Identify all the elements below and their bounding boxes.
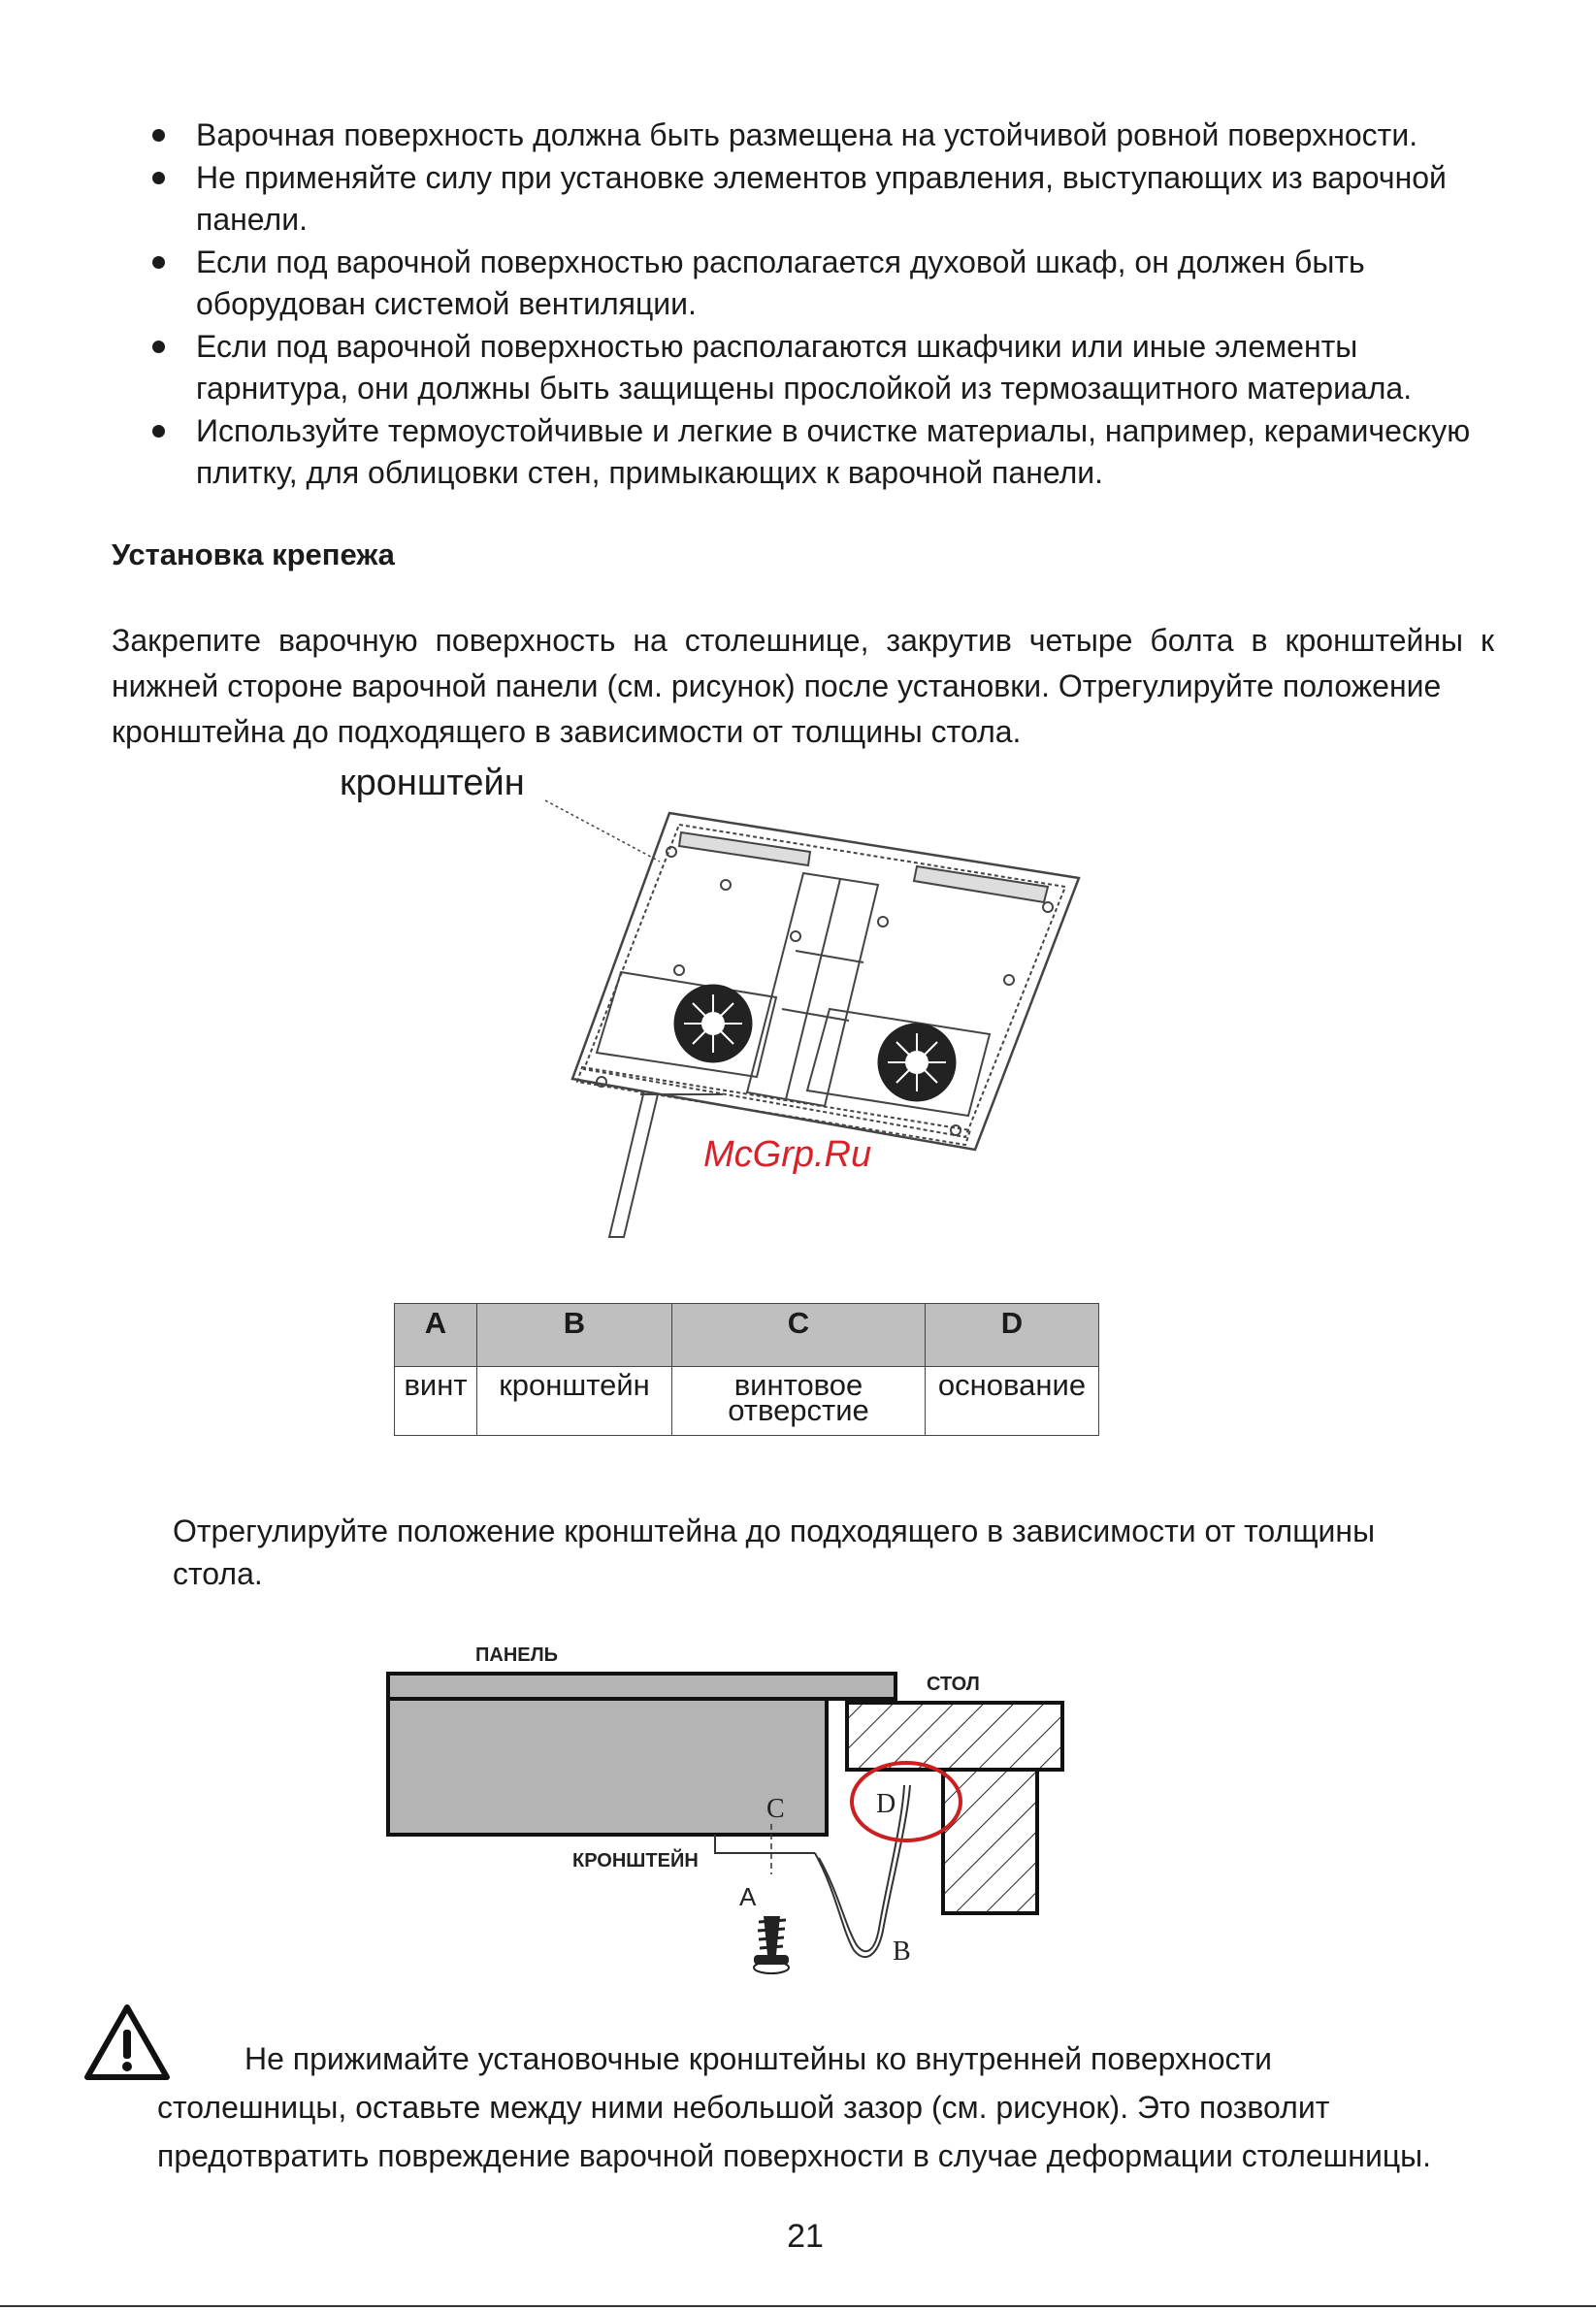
adjust-paragraph: Отрегулируйте положение кронштейна до подходящего в зависимости от толщины стола. — [173, 1514, 1376, 1591]
mounting-cross-section-diagram — [378, 1635, 1087, 1994]
bullet-dot — [152, 129, 165, 142]
bullet-dot — [152, 341, 165, 353]
bracket-callout-label: кронштейн — [340, 763, 525, 803]
section-heading: Установка крепежа — [112, 537, 395, 571]
table-cell: основание — [926, 1367, 1099, 1436]
table-cell: кронштейн — [477, 1367, 672, 1436]
table-cell: винт — [395, 1367, 477, 1436]
parts-table — [394, 1303, 1099, 1436]
table-header-row — [395, 1304, 1099, 1367]
bracket-label: КРОНШТЕЙН — [572, 1850, 699, 1872]
list-item — [146, 410, 1504, 495]
list-item — [146, 326, 1504, 410]
table-row — [395, 1367, 1099, 1436]
label-d: D — [876, 1789, 896, 1819]
table-label: СТОЛ — [927, 1674, 980, 1695]
table-cell: винтовое отверстие — [672, 1367, 926, 1436]
label-b: B — [893, 1937, 911, 1967]
list-item — [146, 157, 1504, 242]
warning-line: предотвратить повреждение варочной поверхности в случае деформации столешницы. — [157, 2138, 1432, 2173]
table-header-cell: D — [926, 1304, 1099, 1367]
bullet-dot — [152, 256, 165, 269]
install-paragraph-main: Закрепите варочную поверхность на столешнице, закрутив четыре болта в кронштейны к нижней стороне варочной панели (см. рисунок) после установки. Отрегулируйте положение — [112, 623, 1494, 703]
watermark-text: McGrp.Ru — [703, 1134, 872, 1175]
screw-icon — [754, 1916, 789, 1973]
page-number: 21 — [787, 2218, 824, 2255]
table-header-cell: C — [672, 1304, 926, 1367]
bottom-divider — [0, 2305, 1596, 2307]
bullet-list — [146, 114, 1504, 495]
warning-text — [157, 2034, 1515, 2180]
warning-line: столешницы, оставьте между ними небольшой зазор (см. рисунок). Это позволит — [157, 2090, 1330, 2125]
bullet-text: Используйте термоустойчивые и легкие в очистке материалы, например, керамическую плитку, для облицовки стен, примыкающих к варочной панели. — [196, 412, 1471, 490]
bullet-text: Если под варочной поверхностью располагается духовой шкаф, он должен быть оборудован системой вентиляции. — [196, 244, 1365, 321]
table-header-cell: B — [477, 1304, 672, 1367]
list-item — [146, 114, 1504, 157]
install-paragraph-last: кронштейна до подходящего в зависимости от толщины стола. — [112, 714, 1022, 749]
list-item — [146, 242, 1504, 326]
label-a: A — [739, 1882, 757, 1911]
bullet-text: Не применяйте силу при установке элементов управления, выступающих из варочной панели. — [196, 159, 1447, 237]
bullet-text: Варочная поверхность должна быть размещена на устойчивой ровной поверхности. — [196, 117, 1418, 152]
table-header-cell: A — [395, 1304, 477, 1367]
hob-underside-illustration — [543, 791, 1096, 1247]
bullet-text: Если под варочной поверхностью располагаются шкафчики или иные элементы гарнитура, они должны быть защищены прослойкой из термозащитного материала. — [196, 328, 1413, 406]
bullet-dot — [152, 172, 165, 184]
bullet-dot — [152, 425, 165, 438]
install-paragraph — [112, 618, 1494, 755]
warning-line: Не прижимайте установочные кронштейны ко внутренней поверхности — [244, 2041, 1273, 2076]
panel-label: ПАНЕЛЬ — [475, 1644, 559, 1666]
label-c: C — [766, 1794, 785, 1824]
